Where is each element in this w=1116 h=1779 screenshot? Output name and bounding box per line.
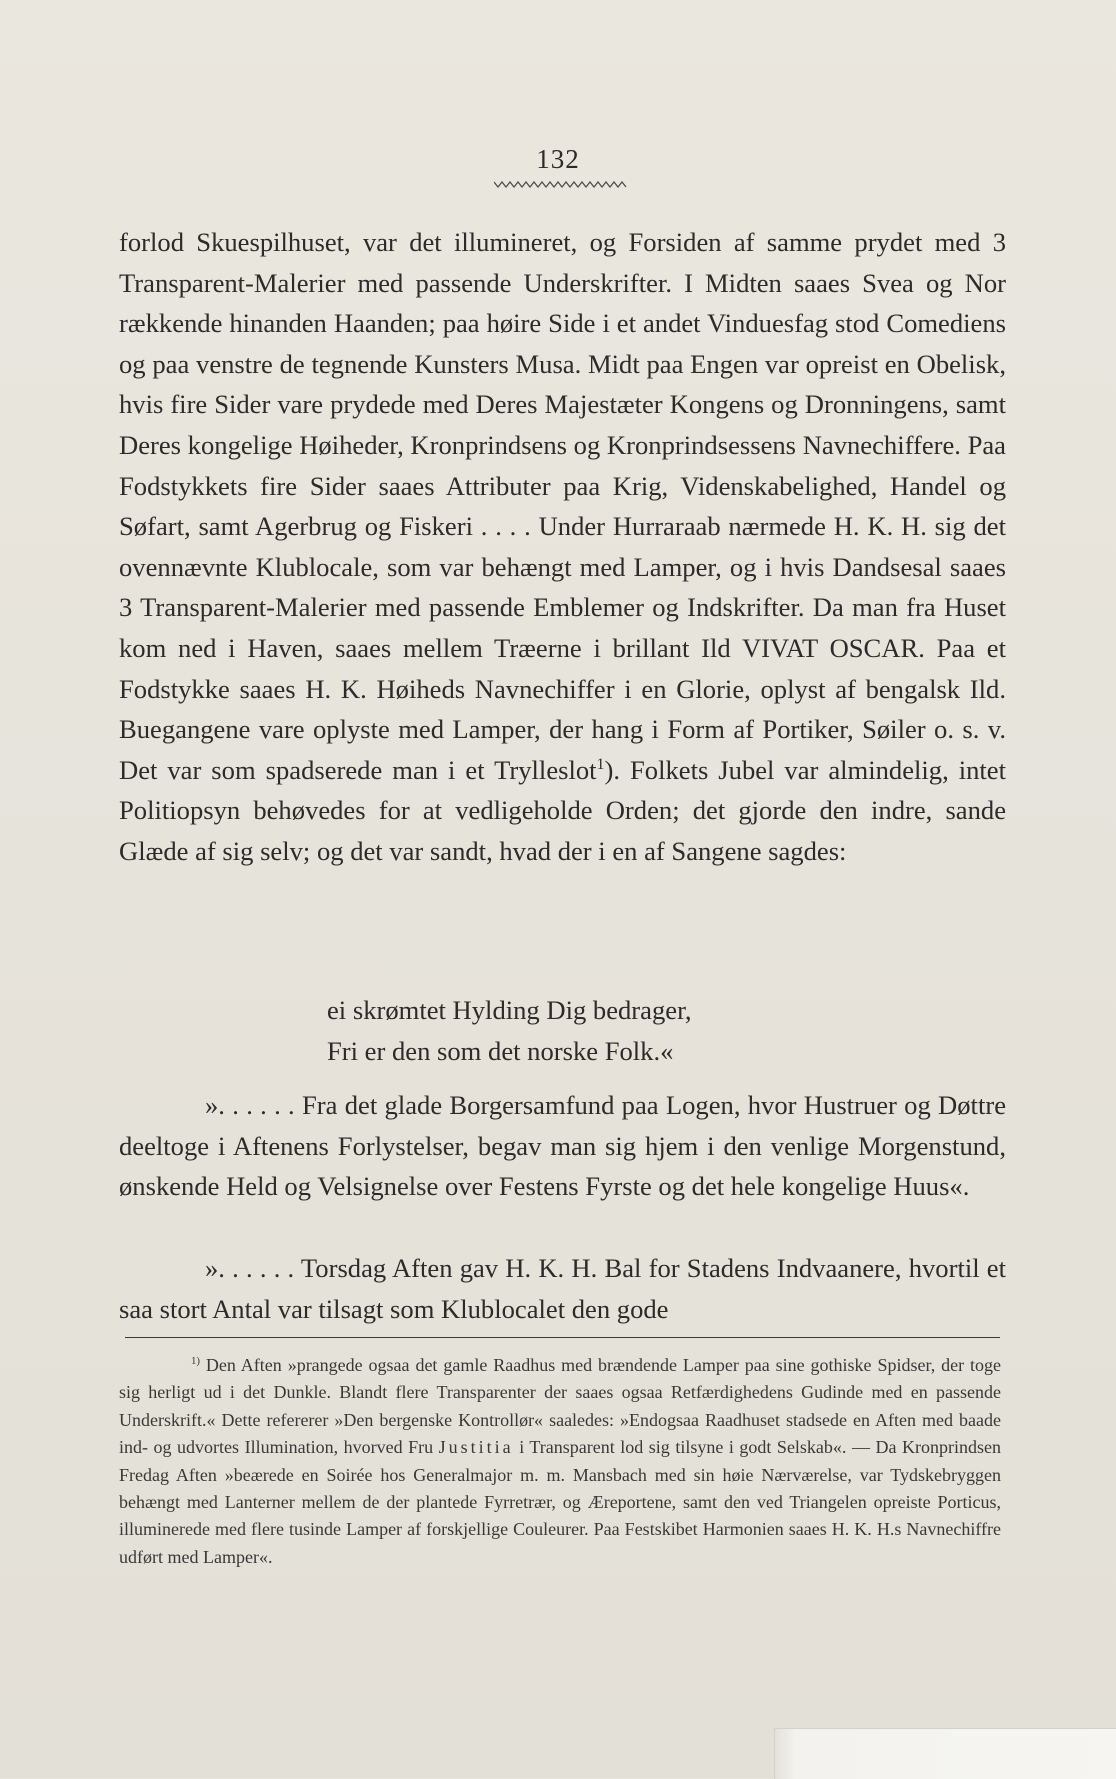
footnote bbox=[119, 1352, 1001, 1571]
page-number-ornament bbox=[494, 178, 628, 190]
main-paragraph: forlod Skuespilhuset, var det illumineret, og Forsiden af samme prydet med 3 Transparent-Malerier med passende Underskrifter. I Midten saaes Svea og Nor rækkende hinanden Haanden; paa høire Side i et andet Vinduesfag stod Comediens og paa venstre de tegnende Kunsters Musa. Midt paa Engen var opreist en Obelisk, hvis fire Sider vare prydede med Deres Majestæter Kongens og Dronningens, samt Deres kongelige Høiheder, Kronprindsens og Kronprindsessens Navnechiffere. Paa Fodstykkets fire Sider saaes Attributer paa Krig, Videnskabelighed, Handel og Søfart, samt Agerbrug og Fiskeri . . . . Under Hurraraab nærmede H. K. H. sig det ovennævnte Klublocale, som var behængt med Lamper, og i hvis Dandsesal saaes 3 Transparent-Malerier med passende Emblemer og Indskrifter. Da man fra Huset kom ned i Haven, saaes mellem Træerne i brillant Ild VIVAT OSCAR. Paa et Fodstykke saaes H. K. Høiheds Navnechiffer i en Glorie, oplyst af bengalsk Ild. Buegangene vare oplyste med Lamper, der hang i Form af Portiker, Søiler o. s. v. Det var som spadserede man i et Trylleslot$^1$). Folkets Jubel var almindelig, intet Politiopsyn behøvedes for at vedligeholde Orden; det gjorde den indre, sande Glæde af sig selv; og det var sandt, hvad der i en af Sangene sagdes: bbox=[119, 227, 1006, 866]
verse-line: ei skrømtet Hylding Dig bedrager, bbox=[327, 995, 692, 1025]
paragraph-logen: ». . . . . . Fra det glade Borgersamfund paa Logen, hvor Hustruer og Døttre deeltoge i Aftenens Forlystelser, begav man sig hjem i den venlige Morgenstund, ønskende Held og Velsignelse over Festens Fyrste og det hele kongelige Huus«. bbox=[119, 1090, 1006, 1202]
footnote-spaced-word: Justitia bbox=[438, 1437, 514, 1458]
scan-edge-strip bbox=[774, 1728, 1116, 1779]
footnote-reference: 1 bbox=[596, 755, 605, 773]
paragraph-text-continued: . Folkets Jubel var almindelig, intet Politiopsyn behøvedes for at vedligeholde Orden; det gjorde den indre, sande Glæde af sig selv; og det var sandt, hvad der i en af Sangene sagdes: bbox=[119, 754, 1006, 866]
footnote-text: Den Aften »prangede ogsaa det gamle Raadhus med brændende Lamper paa sine gothiske Spidser, der toge sig herligt ud i det Dunkle. Blandt flere Transparenter der saaes ogsaa Retfærdighedens Gudinde med en passende Underskrift.« Dette refererer »Den bergenske Kontrollør« saaledes: »Endogsaa Raadhuset stadsede en Aften med baade ind- og udvortes Illumination, hvorved Fru bbox=[119, 1355, 1001, 1458]
verse-quotation bbox=[327, 990, 692, 1072]
footnote-text-continued: i Transparent lod sig tilsyne i godt Selskab«. — Da Kronprindsen Fredag Aften »beærede en Soirée hos Generalmajor m. m. Mansbach med sin høie Nærværelse, var Tydskebryggen behængt med Lanterner mellem de der plantede Fyrretrær, og Æreportene, samt den ved Triangelen opreiste Porticus, illuminerede med flere tusinde Lamper af forskjellige Couleurer. Paa Festskibet Harmonien saaes H. K. H.s Navnechiffre udført med Lamper«. bbox=[119, 1437, 1001, 1567]
page-number: 132 bbox=[536, 144, 580, 174]
paragraph-text: forlod Skuespilhuset, var det illumineret, og Forsiden af samme prydet med 3 Transparent-Malerier med passende Underskrifter. I Midten saaes Svea og Nor rækkende hinanden Haanden; paa høire Side i et andet Vinduesfag stod Comediens og paa venstre de tegnende Kunsters Musa. Midt paa Engen var opreist en Obelisk, hvis fire Sider vare prydede med Deres Majestæter Kongens og Dronningens, samt Deres kongelige Høiheder, Kronprindsens og Kronprindsessens Navnechiffere. Paa Fodstykkets fire Sider saaes Attributer paa Krig, Videnskabelighed, Handel og Søfart, samt Agerbrug og Fiskeri . . . . Under Hurraraab nærmede H. K. H. sig det ovennævnte Klublocale, som var behængt med Lamper, og i hvis Dandsesal saaes 3 Transparent-Malerier med passende Emblemer og Indskrifter. Da man fra Huset kom ned i Haven, saaes mellem Træerne i brillant Ild VIVAT OSCAR. Paa et Fodstykke saaes H. K. Høiheds Navnechiffer i en Glorie, oplyst af bengalsk Ild. Buegangene vare oplyste med Lamper, der hang i Form af Portiker, Søiler o. s. v. Det var som spadserede man i et Trylleslot bbox=[119, 227, 1006, 785]
footnote-separator bbox=[125, 1337, 1000, 1338]
paragraph-torsdag: ». . . . . . Torsdag Aften gav H. K. H. Bal for Stadens Indvaanere, hvortil et saa stort Antal var tilsagt som Klublocalet den gode bbox=[119, 1253, 1006, 1324]
verse-line: Fri er den som det norske Folk.« bbox=[327, 1036, 674, 1066]
footnote-marker: 1) bbox=[191, 1355, 200, 1367]
